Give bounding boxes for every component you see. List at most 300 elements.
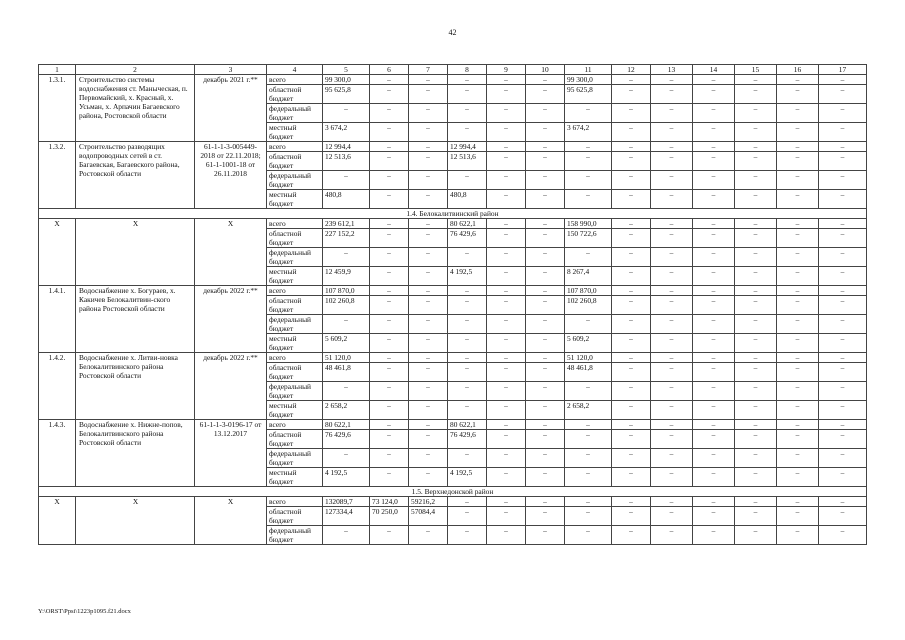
amount-cell: – bbox=[448, 401, 487, 420]
amount-cell: – bbox=[819, 382, 867, 401]
amount-cell: – bbox=[526, 430, 565, 449]
amount-cell: – bbox=[612, 468, 651, 487]
amount-cell: – bbox=[448, 171, 487, 190]
amount-cell: – bbox=[612, 507, 651, 526]
amount-cell: – bbox=[651, 286, 693, 296]
amount-cell: – bbox=[565, 315, 612, 334]
amount-cell: – bbox=[565, 152, 612, 171]
amount-cell: 80 622,1 bbox=[323, 420, 370, 430]
amount-cell: – bbox=[409, 229, 448, 248]
amount-cell: 95 625,8 bbox=[565, 85, 612, 104]
section-title: 1.5. Верхнедонской район bbox=[39, 487, 867, 497]
funding-source-label: всего bbox=[267, 353, 323, 363]
amount-cell: 2 658,2 bbox=[565, 401, 612, 420]
column-number-cell: 15 bbox=[735, 65, 777, 75]
amount-cell: – bbox=[612, 85, 651, 104]
project-document: Х bbox=[195, 219, 267, 286]
amount-cell: – bbox=[487, 401, 526, 420]
amount-cell: – bbox=[370, 190, 409, 209]
amount-cell: – bbox=[819, 123, 867, 142]
amount-cell: – bbox=[409, 353, 448, 363]
amount-cell: – bbox=[526, 420, 565, 430]
project-document: Х bbox=[195, 497, 267, 545]
amount-cell: – bbox=[448, 507, 487, 526]
amount-cell: 12 994,4 bbox=[323, 142, 370, 152]
amount-cell: – bbox=[693, 449, 735, 468]
amount-cell: – bbox=[777, 142, 819, 152]
project-code: 1.3.2. bbox=[39, 142, 76, 209]
amount-cell: 4 192,5 bbox=[448, 468, 487, 487]
amount-cell: – bbox=[693, 152, 735, 171]
table-row bbox=[39, 142, 867, 152]
amount-cell: – bbox=[526, 190, 565, 209]
amount-cell: – bbox=[819, 142, 867, 152]
amount-cell: – bbox=[448, 497, 487, 507]
amount-cell: – bbox=[448, 248, 487, 267]
table-row bbox=[39, 497, 867, 507]
amount-cell: – bbox=[448, 353, 487, 363]
project-code: 1.3.1. bbox=[39, 75, 76, 142]
amount-cell: 12 513,6 bbox=[448, 152, 487, 171]
amount-cell: – bbox=[448, 123, 487, 142]
amount-cell: – bbox=[777, 526, 819, 545]
amount-cell: – bbox=[651, 382, 693, 401]
amount-cell: – bbox=[370, 152, 409, 171]
amount-cell: 480,8 bbox=[323, 190, 370, 209]
amount-cell: – bbox=[448, 334, 487, 353]
amount-cell: – bbox=[612, 123, 651, 142]
amount-cell: – bbox=[777, 286, 819, 296]
funding-source-label: всего bbox=[267, 219, 323, 229]
amount-cell: – bbox=[735, 401, 777, 420]
amount-cell: – bbox=[448, 104, 487, 123]
amount-cell: – bbox=[612, 171, 651, 190]
amount-cell: – bbox=[409, 142, 448, 152]
amount-cell: – bbox=[487, 142, 526, 152]
amount-cell: – bbox=[323, 526, 370, 545]
funding-source-label: всего bbox=[267, 286, 323, 296]
amount-cell: 48 461,8 bbox=[323, 363, 370, 382]
amount-cell: – bbox=[693, 526, 735, 545]
column-number-cell: 17 bbox=[819, 65, 867, 75]
amount-cell: – bbox=[409, 526, 448, 545]
amount-cell: – bbox=[565, 430, 612, 449]
amount-cell: – bbox=[693, 507, 735, 526]
amount-cell: – bbox=[693, 85, 735, 104]
amount-cell: – bbox=[651, 190, 693, 209]
funding-source-label: областной бюджет bbox=[267, 229, 323, 248]
amount-cell: – bbox=[487, 75, 526, 85]
amount-cell: – bbox=[777, 315, 819, 334]
amount-cell: – bbox=[487, 123, 526, 142]
amount-cell: – bbox=[735, 353, 777, 363]
amount-cell: – bbox=[526, 468, 565, 487]
amount-cell: – bbox=[487, 171, 526, 190]
amount-cell: 76 429,6 bbox=[448, 229, 487, 248]
amount-cell: – bbox=[693, 315, 735, 334]
amount-cell: 57084,4 bbox=[409, 507, 448, 526]
amount-cell: – bbox=[819, 363, 867, 382]
amount-cell: – bbox=[370, 420, 409, 430]
amount-cell: – bbox=[487, 229, 526, 248]
amount-cell: – bbox=[370, 468, 409, 487]
amount-cell: 12 459,9 bbox=[323, 267, 370, 286]
amount-cell: – bbox=[777, 401, 819, 420]
amount-cell: – bbox=[735, 85, 777, 104]
page-number: 42 bbox=[448, 28, 457, 37]
project-name: Х bbox=[76, 497, 195, 545]
amount-cell: – bbox=[819, 468, 867, 487]
amount-cell: 51 120,0 bbox=[565, 353, 612, 363]
funding-source-label: местный бюджет bbox=[267, 401, 323, 420]
amount-cell: – bbox=[819, 420, 867, 430]
project-name: Строительство системы водоснабжения ст. Маныческая, п. Первомайский, х. Красный, х. Усьман, х. Арпачин Багаевского района, Ростовской области bbox=[76, 75, 195, 142]
amount-cell: 107 870,0 bbox=[565, 286, 612, 296]
amount-cell: – bbox=[370, 430, 409, 449]
amount-cell: – bbox=[651, 75, 693, 85]
amount-cell: – bbox=[777, 85, 819, 104]
amount-cell: – bbox=[651, 507, 693, 526]
section-title: 1.4. Белокалитвинский район bbox=[39, 209, 867, 219]
amount-cell: – bbox=[651, 401, 693, 420]
amount-cell: 158 990,0 bbox=[565, 219, 612, 229]
amount-cell: – bbox=[370, 171, 409, 190]
amount-cell: – bbox=[819, 296, 867, 315]
amount-cell: – bbox=[735, 267, 777, 286]
amount-cell: – bbox=[323, 449, 370, 468]
amount-cell: – bbox=[735, 315, 777, 334]
amount-cell: – bbox=[370, 267, 409, 286]
amount-cell: 59216,2 bbox=[409, 497, 448, 507]
amount-cell: – bbox=[777, 104, 819, 123]
amount-cell: – bbox=[651, 85, 693, 104]
amount-cell: 80 622,1 bbox=[448, 420, 487, 430]
amount-cell: 2 658,2 bbox=[323, 401, 370, 420]
amount-cell: – bbox=[651, 219, 693, 229]
amount-cell: 70 250,0 bbox=[370, 507, 409, 526]
table-row bbox=[39, 219, 867, 229]
amount-cell: – bbox=[526, 449, 565, 468]
amount-cell: – bbox=[565, 248, 612, 267]
amount-cell: – bbox=[735, 420, 777, 430]
amount-cell: – bbox=[651, 267, 693, 286]
column-number-cell: 9 bbox=[487, 65, 526, 75]
amount-cell: 95 625,8 bbox=[323, 85, 370, 104]
amount-cell: – bbox=[370, 526, 409, 545]
amount-cell: – bbox=[526, 315, 565, 334]
amount-cell: – bbox=[735, 526, 777, 545]
amount-cell: – bbox=[565, 497, 612, 507]
amount-cell: – bbox=[487, 267, 526, 286]
project-document: декабрь 2022 г.** bbox=[195, 286, 267, 353]
table-row bbox=[39, 286, 867, 296]
amount-cell: – bbox=[819, 190, 867, 209]
amount-cell: – bbox=[612, 363, 651, 382]
amount-cell: – bbox=[370, 85, 409, 104]
amount-cell: – bbox=[819, 315, 867, 334]
amount-cell: – bbox=[323, 315, 370, 334]
amount-cell: – bbox=[409, 123, 448, 142]
column-number-cell: 3 bbox=[195, 65, 267, 75]
amount-cell: – bbox=[819, 219, 867, 229]
project-name: Водоснабжение х. Богураев, х. Какичев Белокалитвин-ского района Ростовской области bbox=[76, 286, 195, 353]
funding-source-label: федеральный бюджет bbox=[267, 248, 323, 267]
amount-cell: – bbox=[612, 449, 651, 468]
amount-cell: – bbox=[612, 430, 651, 449]
amount-cell: 12 994,4 bbox=[448, 142, 487, 152]
amount-cell: – bbox=[612, 267, 651, 286]
amount-cell: – bbox=[777, 382, 819, 401]
amount-cell: – bbox=[409, 449, 448, 468]
amount-cell: – bbox=[777, 363, 819, 382]
amount-cell: 4 192,5 bbox=[448, 267, 487, 286]
column-number-cell: 16 bbox=[777, 65, 819, 75]
column-number-cell: 12 bbox=[612, 65, 651, 75]
amount-cell: – bbox=[819, 229, 867, 248]
column-number-cell: 14 bbox=[693, 65, 735, 75]
amount-cell: – bbox=[323, 104, 370, 123]
amount-cell: – bbox=[819, 152, 867, 171]
amount-cell: – bbox=[612, 334, 651, 353]
project-document: 61-1-1-3-005449-2018 от 22.11.2018; 61-1-1001-18 от 26.11.2018 bbox=[195, 142, 267, 209]
funding-source-label: федеральный бюджет bbox=[267, 449, 323, 468]
amount-cell: – bbox=[370, 382, 409, 401]
amount-cell: 76 429,6 bbox=[323, 430, 370, 449]
amount-cell: – bbox=[370, 334, 409, 353]
amount-cell: – bbox=[777, 468, 819, 487]
project-name: Водоснабжение х. Нижне-попов, Белокалитвинского района Ростовской области bbox=[76, 420, 195, 487]
amount-cell: – bbox=[777, 334, 819, 353]
amount-cell: – bbox=[409, 430, 448, 449]
amount-cell: – bbox=[487, 296, 526, 315]
amount-cell: – bbox=[526, 229, 565, 248]
amount-cell: – bbox=[735, 219, 777, 229]
amount-cell: – bbox=[777, 152, 819, 171]
amount-cell: – bbox=[651, 430, 693, 449]
column-number-cell: 8 bbox=[448, 65, 487, 75]
amount-cell: – bbox=[612, 315, 651, 334]
amount-cell: – bbox=[526, 382, 565, 401]
amount-cell: – bbox=[819, 104, 867, 123]
amount-cell: – bbox=[612, 401, 651, 420]
amount-cell: – bbox=[612, 497, 651, 507]
amount-cell: – bbox=[565, 526, 612, 545]
funding-source-label: федеральный бюджет bbox=[267, 171, 323, 190]
amount-cell: – bbox=[735, 382, 777, 401]
funding-source-label: всего bbox=[267, 420, 323, 430]
funding-source-label: местный бюджет bbox=[267, 123, 323, 142]
amount-cell: – bbox=[565, 449, 612, 468]
amount-cell: – bbox=[819, 334, 867, 353]
funding-source-label: местный бюджет bbox=[267, 334, 323, 353]
amount-cell: – bbox=[693, 430, 735, 449]
amount-cell: – bbox=[693, 123, 735, 142]
amount-cell: – bbox=[526, 219, 565, 229]
amount-cell: 48 461,8 bbox=[565, 363, 612, 382]
amount-cell: 3 674,2 bbox=[565, 123, 612, 142]
amount-cell: – bbox=[409, 401, 448, 420]
amount-cell: – bbox=[448, 315, 487, 334]
amount-cell: – bbox=[487, 468, 526, 487]
amount-cell: 107 870,0 bbox=[323, 286, 370, 296]
amount-cell: – bbox=[693, 334, 735, 353]
amount-cell: – bbox=[735, 104, 777, 123]
amount-cell: – bbox=[735, 229, 777, 248]
funding-source-label: областной бюджет bbox=[267, 85, 323, 104]
amount-cell: – bbox=[651, 171, 693, 190]
amount-cell: – bbox=[777, 171, 819, 190]
amount-cell: – bbox=[612, 152, 651, 171]
amount-cell: – bbox=[777, 430, 819, 449]
amount-cell: – bbox=[487, 363, 526, 382]
amount-cell: – bbox=[487, 219, 526, 229]
amount-cell: – bbox=[693, 468, 735, 487]
amount-cell: – bbox=[735, 286, 777, 296]
amount-cell: – bbox=[409, 468, 448, 487]
amount-cell: – bbox=[651, 315, 693, 334]
amount-cell: – bbox=[777, 420, 819, 430]
amount-cell: – bbox=[612, 420, 651, 430]
amount-cell: – bbox=[526, 248, 565, 267]
amount-cell: – bbox=[612, 353, 651, 363]
amount-cell: 12 513,6 bbox=[323, 152, 370, 171]
amount-cell: – bbox=[370, 286, 409, 296]
amount-cell: – bbox=[448, 449, 487, 468]
amount-cell: – bbox=[409, 334, 448, 353]
amount-cell: – bbox=[819, 248, 867, 267]
amount-cell: – bbox=[526, 104, 565, 123]
amount-cell: – bbox=[735, 123, 777, 142]
amount-cell: – bbox=[651, 497, 693, 507]
table-row bbox=[39, 353, 867, 363]
amount-cell: – bbox=[819, 430, 867, 449]
amount-cell: – bbox=[693, 267, 735, 286]
amount-cell: – bbox=[565, 420, 612, 430]
funding-source-label: всего bbox=[267, 75, 323, 85]
amount-cell: – bbox=[487, 420, 526, 430]
amount-cell: – bbox=[651, 353, 693, 363]
project-name: Водоснабжение х. Литви-новка Белокалитвинского района Ростовской области bbox=[76, 353, 195, 420]
amount-cell: – bbox=[777, 219, 819, 229]
amount-cell: – bbox=[409, 420, 448, 430]
amount-cell: – bbox=[693, 171, 735, 190]
funding-source-label: местный бюджет bbox=[267, 190, 323, 209]
amount-cell: – bbox=[448, 526, 487, 545]
amount-cell: – bbox=[565, 142, 612, 152]
amount-cell: – bbox=[651, 296, 693, 315]
amount-cell: 227 152,2 bbox=[323, 229, 370, 248]
amount-cell: 99 300,0 bbox=[323, 75, 370, 85]
amount-cell: – bbox=[693, 248, 735, 267]
amount-cell: 73 124,0 bbox=[370, 497, 409, 507]
amount-cell: – bbox=[651, 526, 693, 545]
amount-cell: 239 612,1 bbox=[323, 219, 370, 229]
amount-cell: – bbox=[612, 382, 651, 401]
amount-cell: – bbox=[651, 104, 693, 123]
amount-cell: – bbox=[323, 248, 370, 267]
amount-cell: – bbox=[526, 334, 565, 353]
amount-cell: – bbox=[777, 190, 819, 209]
amount-cell: – bbox=[819, 497, 867, 507]
amount-cell: 480,8 bbox=[448, 190, 487, 209]
amount-cell: – bbox=[735, 296, 777, 315]
amount-cell: 4 192,5 bbox=[323, 468, 370, 487]
amount-cell: – bbox=[370, 315, 409, 334]
amount-cell: – bbox=[735, 430, 777, 449]
amount-cell: – bbox=[612, 229, 651, 248]
amount-cell: – bbox=[819, 171, 867, 190]
amount-cell: – bbox=[526, 267, 565, 286]
column-number-cell: 7 bbox=[409, 65, 448, 75]
amount-cell: – bbox=[409, 267, 448, 286]
amount-cell: – bbox=[777, 296, 819, 315]
amount-cell: – bbox=[409, 190, 448, 209]
amount-cell: – bbox=[409, 75, 448, 85]
amount-cell: – bbox=[819, 507, 867, 526]
amount-cell: – bbox=[370, 142, 409, 152]
amount-cell: – bbox=[487, 382, 526, 401]
amount-cell: – bbox=[735, 497, 777, 507]
amount-cell: – bbox=[693, 142, 735, 152]
column-number-cell: 1 bbox=[39, 65, 76, 75]
amount-cell: – bbox=[323, 171, 370, 190]
amount-cell: – bbox=[526, 85, 565, 104]
funding-source-label: федеральный бюджет bbox=[267, 526, 323, 545]
amount-cell: – bbox=[651, 142, 693, 152]
project-code: 1.4.3. bbox=[39, 420, 76, 487]
column-number-cell: 10 bbox=[526, 65, 565, 75]
amount-cell: – bbox=[777, 75, 819, 85]
amount-cell: – bbox=[819, 449, 867, 468]
amount-cell: 99 300,0 bbox=[565, 75, 612, 85]
amount-cell: – bbox=[612, 248, 651, 267]
amount-cell: – bbox=[565, 468, 612, 487]
amount-cell: – bbox=[777, 267, 819, 286]
amount-cell: – bbox=[651, 363, 693, 382]
amount-cell: – bbox=[370, 75, 409, 85]
amount-cell: – bbox=[693, 75, 735, 85]
amount-cell: – bbox=[651, 468, 693, 487]
amount-cell: 102 260,8 bbox=[565, 296, 612, 315]
amount-cell: – bbox=[526, 123, 565, 142]
amount-cell: – bbox=[448, 382, 487, 401]
amount-cell: – bbox=[777, 507, 819, 526]
amount-cell: – bbox=[693, 229, 735, 248]
amount-cell: – bbox=[612, 219, 651, 229]
project-code: Х bbox=[39, 497, 76, 545]
funding-source-label: областной бюджет bbox=[267, 363, 323, 382]
amount-cell: 132089,7 bbox=[323, 497, 370, 507]
column-number-cell: 6 bbox=[370, 65, 409, 75]
amount-cell: – bbox=[409, 296, 448, 315]
amount-cell: 127334,4 bbox=[323, 507, 370, 526]
amount-cell: – bbox=[526, 152, 565, 171]
amount-cell: – bbox=[819, 286, 867, 296]
amount-cell: – bbox=[526, 296, 565, 315]
amount-cell: – bbox=[693, 382, 735, 401]
amount-cell: – bbox=[735, 507, 777, 526]
amount-cell: – bbox=[735, 363, 777, 382]
amount-cell: – bbox=[487, 449, 526, 468]
amount-cell: – bbox=[487, 248, 526, 267]
amount-cell: 8 267,4 bbox=[565, 267, 612, 286]
amount-cell: – bbox=[370, 123, 409, 142]
amount-cell: – bbox=[370, 353, 409, 363]
table-row bbox=[39, 75, 867, 85]
amount-cell: – bbox=[735, 468, 777, 487]
amount-cell: – bbox=[409, 85, 448, 104]
amount-cell: – bbox=[612, 75, 651, 85]
